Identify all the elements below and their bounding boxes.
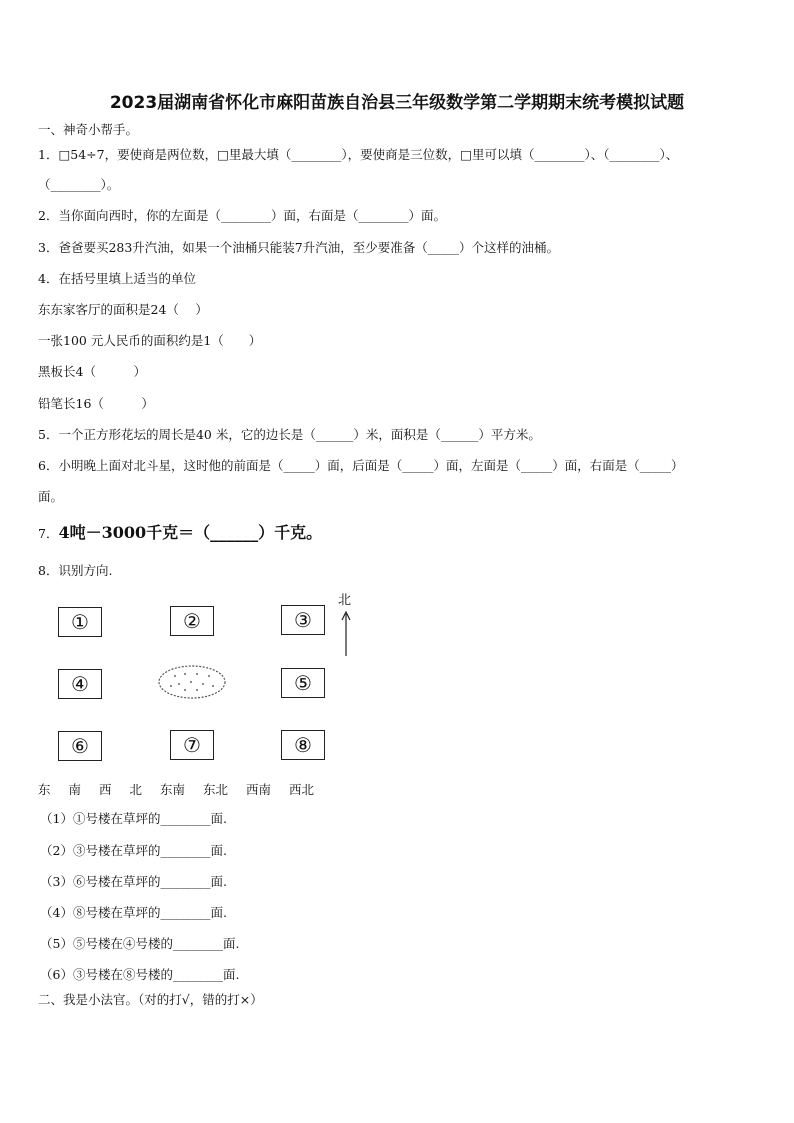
direction-word: 东 [38, 782, 51, 797]
building-1: ① [58, 607, 102, 637]
question-4-a: 东东家客厅的面积是24（ ） [38, 302, 208, 317]
question-4-c: 黑板长4（ ） [38, 364, 146, 379]
building-7: ⑦ [170, 730, 214, 760]
section-1-heading: 一、神奇小帮手。 [38, 122, 139, 137]
question-7-text: 4吨－3000千克＝（______）千克。 [58, 523, 323, 542]
question-3: 3．爸爸要买283升汽油，如果一个油桶只能装7升汽油，至少要准备（_____）个这样的油桶。 [38, 240, 560, 255]
page-title: 2023届湖南省怀化市麻阳苗族自治县三年级数学第二学期期末统考模拟试题 [109, 93, 685, 113]
question-8-3: （3）⑥号楼在草坪的________面. [40, 874, 227, 889]
question-8-5: （5）⑤号楼在④号楼的________面. [40, 936, 240, 951]
north-arrow-icon [340, 610, 352, 662]
question-8-6: （6）③号楼在⑧号楼的________面. [40, 967, 240, 982]
direction-word: 西 [99, 782, 112, 797]
north-label: 北 [338, 593, 352, 608]
question-4-b: 一张100 元人民币的面积约是1（ ） [38, 333, 262, 348]
question-1-line-1: 1．□54÷7，要使商是两位数，□里最大填（________），要使商是三位数，□里可以填（________）、（________）、 [38, 147, 679, 162]
direction-word: 南 [68, 782, 82, 797]
question-7 [38, 525, 322, 542]
question-8-1: （1）①号楼在草坪的________面. [40, 811, 227, 826]
direction-word: 北 [129, 782, 143, 797]
question-7-number: 7． [38, 526, 59, 541]
lawn-ellipse [157, 664, 229, 706]
direction-word-list [38, 780, 328, 798]
building-6: ⑥ [58, 731, 102, 761]
direction-word: 东北 [203, 782, 229, 797]
question-8-4: （4）⑧号楼在草坪的________面. [40, 905, 227, 920]
question-1-line-2: （________）。 [38, 177, 120, 192]
question-4-d: 铅笔长16（ ） [38, 396, 154, 411]
building-2: ② [170, 606, 214, 636]
question-6-line-2: 面。 [38, 489, 64, 504]
building-4: ④ [58, 669, 102, 699]
question-2: 2．当你面向西时，你的左面是（________）面，右面是（________）面。 [38, 208, 446, 223]
direction-word: 东南 [160, 782, 186, 797]
question-6-line-1: 6．小明晚上面对北斗星，这时他的前面是（_____）面，后面是（_____）面，左面是（_____）面，右面是（_____） [38, 458, 684, 473]
question-8: 8．识别方向. [38, 563, 113, 578]
direction-word: 西北 [289, 782, 315, 797]
question-4: 4．在括号里填上适当的单位 [38, 271, 196, 286]
direction-word: 西南 [246, 782, 272, 797]
question-5: 5．一个正方形花坛的周长是40 米，它的边长是（______）米，面积是（______）平方米。 [38, 427, 541, 442]
building-5: ⑤ [281, 668, 325, 698]
question-8-2: （2）③号楼在草坪的________面. [40, 843, 227, 858]
section-2-heading: 二、我是小法官。（对的打√，错的打×） [38, 992, 263, 1007]
building-3: ③ [281, 605, 325, 635]
building-8: ⑧ [281, 730, 325, 760]
